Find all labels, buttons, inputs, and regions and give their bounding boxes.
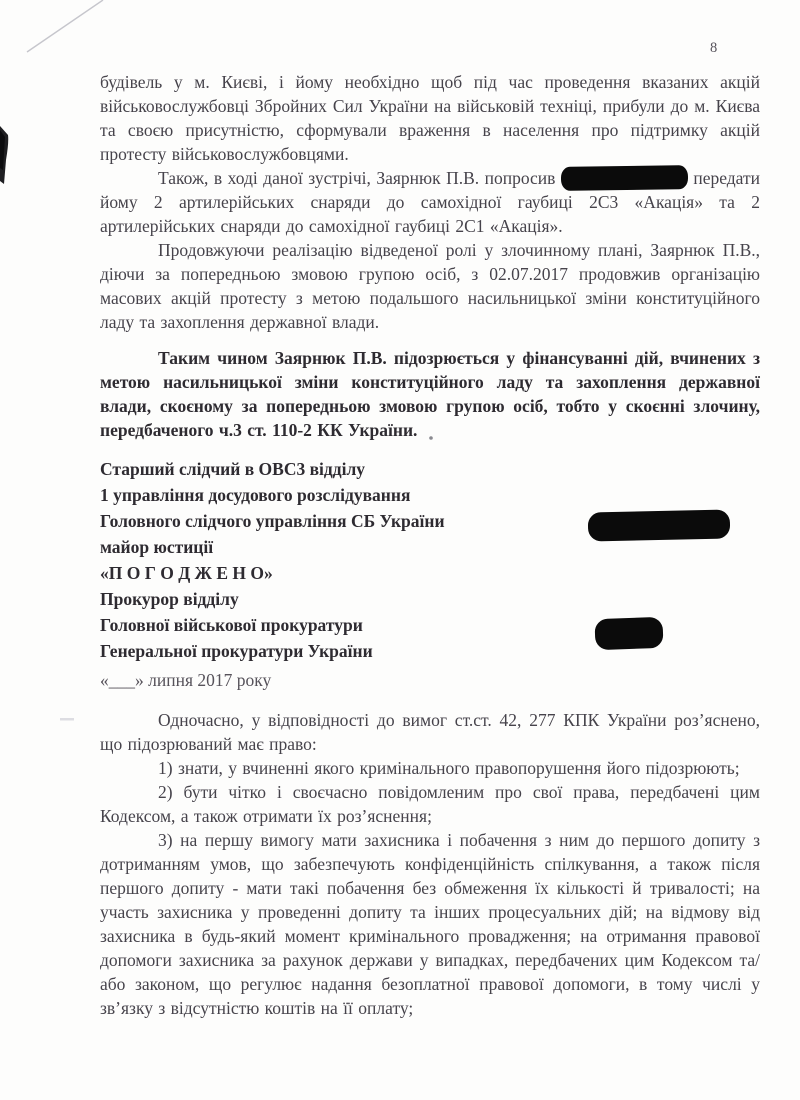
paragraph-suspicion-conclusion: Таким чином Заярнюк П.В. підозрюється у фінансуванні дій, вчинених з метою насильницької зміни конституційного ладу та захоплення державної влади, скоєному за попередньою змовою групою осіб, тобто у скоєнні злочину, передбаченого ч.3 ст. 110-2 КК України. [100,348,760,440]
approval-title-line-2: Прокурор відділу [100,589,239,609]
date-line: «___» липня 2017 року [100,670,272,690]
investigator-rank: майор юстиції [100,537,214,557]
investigator-signature-block [100,456,760,560]
redaction-block-person-name [561,165,688,191]
paragraph-text-before-redaction: Також, в ході даної зустрічі, Заярнюк П.В. попросив [158,168,556,188]
investigator-title-line-1: Старший слідчий в ОВС3 відділу [100,459,366,479]
approval-title-line-3: Головної військової прокуратури [100,615,363,635]
paragraph-continued-organization: Продовжуючи реалізацію відведеної ролі у злочинному плані, Заярнюк П.В., діючи за попередньою змовою групою осіб, з 02.07.2017 продовжив організацію масових акцій протесту з метою подальшого насильницької зміни конституційного ладу та захоплення державної влади. [100,240,760,332]
paragraph-protest-support: будівель у м. Києві, і йому необхідно щоб під час проведення вказаних акцій військовослужбовці Збройних Сил України на військовій техніці, прибули до м. Києва та своєю присутністю, сформували враження в населення про підтримку акцій протесту військовослужбовцями. [100,72,760,164]
page-number: 8 [710,40,718,56]
rights-item-2: 2) бути чітко і своєчасно повідомленим про свої права, передбачені цим Кодексом, а також отримати їх роз’яснення; [100,782,760,826]
approval-title-line-4: Генеральної прокуратури України [100,641,373,661]
approval-header: «П О Г О Д Ж Е Н О» [100,563,273,583]
investigator-title-line-3: Головного слідчого управління СБ України [100,511,445,531]
redaction-block-investigator-signature [588,510,731,542]
rights-intro: Одночасно, у відповідності до вимог ст.ст. 42, 277 КПК України роз’яснено, що підозрюваний має право: [100,710,760,754]
investigator-title-line-2: 1 управління досудового розслідування [100,485,411,505]
rights-item-3: 3) на першу вимогу мати захисника і побачення з ним до першого допиту з дотриманням умов, що забезпечують конфіденційність спілкування, а також після першого допиту - мати такі побачення без обмеження їх кількості й тривалості; на участь захисника у проведенні допиту та інших процесуальних дій; на відмову від захисника в будь-який момент кримінального провадження; на отримання правової допомоги захисника за рахунок держави у випадках, передбачених цим Кодексом та/або законом, що регулює надання безоплатної правової допомоги, в тому числі у зв’язку з відсутністю коштів на її оплату; [100,830,760,1018]
redaction-block-prosecutor-signature [594,617,663,650]
rights-item-1: 1) знати, у вчиненні якого кримінального правопорушення його підозрюють; [158,758,740,778]
paragraph-shell-request [100,166,760,238]
paragraph-text-after-redaction: передати йому 2 артилерійських снаряди до самохідної гаубиці 2С3 «Акація» та 2 артилерійських снаряди до самохідної гаубиці 2С1 «Акація». [100,168,760,236]
approval-block [100,560,760,664]
